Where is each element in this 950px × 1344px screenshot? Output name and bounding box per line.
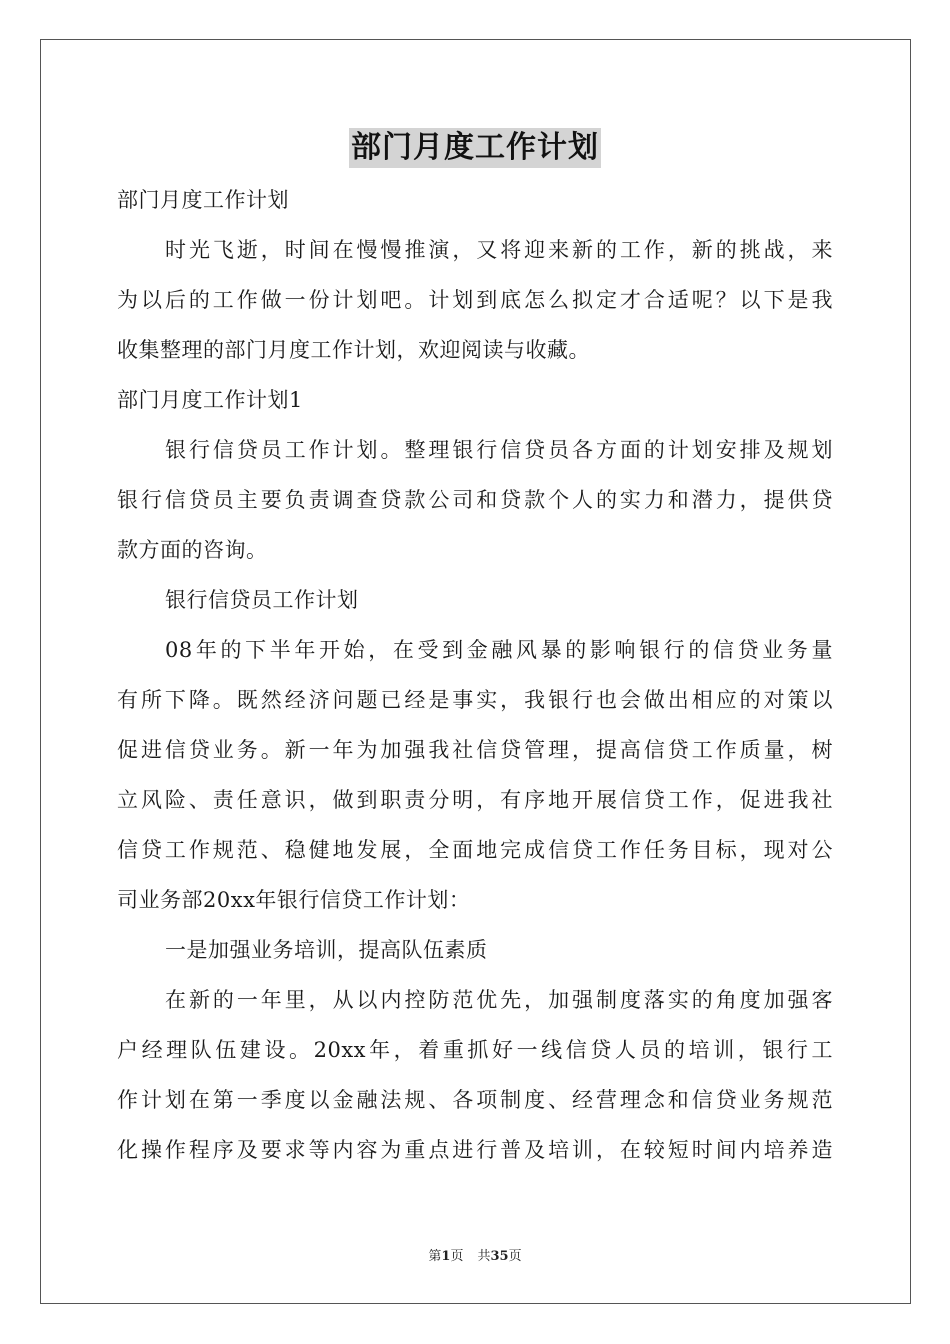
text-line: 银行信贷员工作计划。整理银行信贷员各方面的计划安排及规划 [165, 438, 833, 462]
text-line: 08年的下半年开始，在受到金融风暴的影响银行的信贷业务量 [165, 638, 833, 662]
text-line: 在新的一年里，从以内控防范优先，加强制度落实的角度加强客 [165, 988, 833, 1012]
text-line: 化操作程序及要求等内容为重点进行普及培训，在较短时间内培养造 [117, 1138, 833, 1162]
text-line: 一是加强业务培训，提高队伍素质 [165, 938, 488, 962]
title-container [0, 128, 950, 168]
text-line: 为以后的工作做一份计划吧。计划到底怎么拟定才合适呢？以下是我 [117, 288, 833, 312]
total-pages: 35 [490, 1249, 509, 1264]
text-line: 司业务部20xx年银行信贷工作计划： [117, 888, 471, 912]
text-line: 促进信贷业务。新一年为加强我社信贷管理，提高信贷工作质量，树 [117, 738, 833, 762]
text-line: 收集整理的部门月度工作计划，欢迎阅读与收藏。 [117, 338, 590, 362]
document-title: 部门月度工作计划 [349, 128, 601, 168]
page-footer [0, 1248, 950, 1266]
page-suffix: 页 [450, 1249, 464, 1264]
total-prefix: 共 [477, 1249, 491, 1264]
text-line: 部门月度工作计划1 [117, 388, 303, 412]
page-prefix: 第 [428, 1249, 442, 1264]
text-line: 部门月度工作计划 [117, 188, 289, 212]
text-line: 银行信贷员工作计划 [165, 588, 359, 612]
text-line: 银行信贷员主要负责调查贷款公司和贷款个人的实力和潜力，提供贷 [117, 488, 833, 512]
text-line: 款方面的咨询。 [117, 538, 268, 562]
text-line: 立风险、责任意识，做到职责分明，有序地开展信贷工作，促进我社 [117, 788, 833, 812]
page-number: 1 [441, 1249, 451, 1264]
document-body [117, 175, 833, 1175]
text-line: 有所下降。既然经济问题已经是事实，我银行也会做出相应的对策以 [117, 688, 833, 712]
text-line: 作计划在第一季度以金融法规、各项制度、经营理念和信贷业务规范 [117, 1088, 833, 1112]
text-line: 户经理队伍建设。20xx年，着重抓好一线信贷人员的培训，银行工 [117, 1038, 833, 1062]
total-suffix: 页 [508, 1249, 522, 1264]
text-line: 信贷工作规范、稳健地发展，全面地完成信贷工作任务目标，现对公 [117, 838, 833, 862]
text-line: 时光飞逝，时间在慢慢推演，又将迎来新的工作，新的挑战，来 [165, 238, 833, 262]
